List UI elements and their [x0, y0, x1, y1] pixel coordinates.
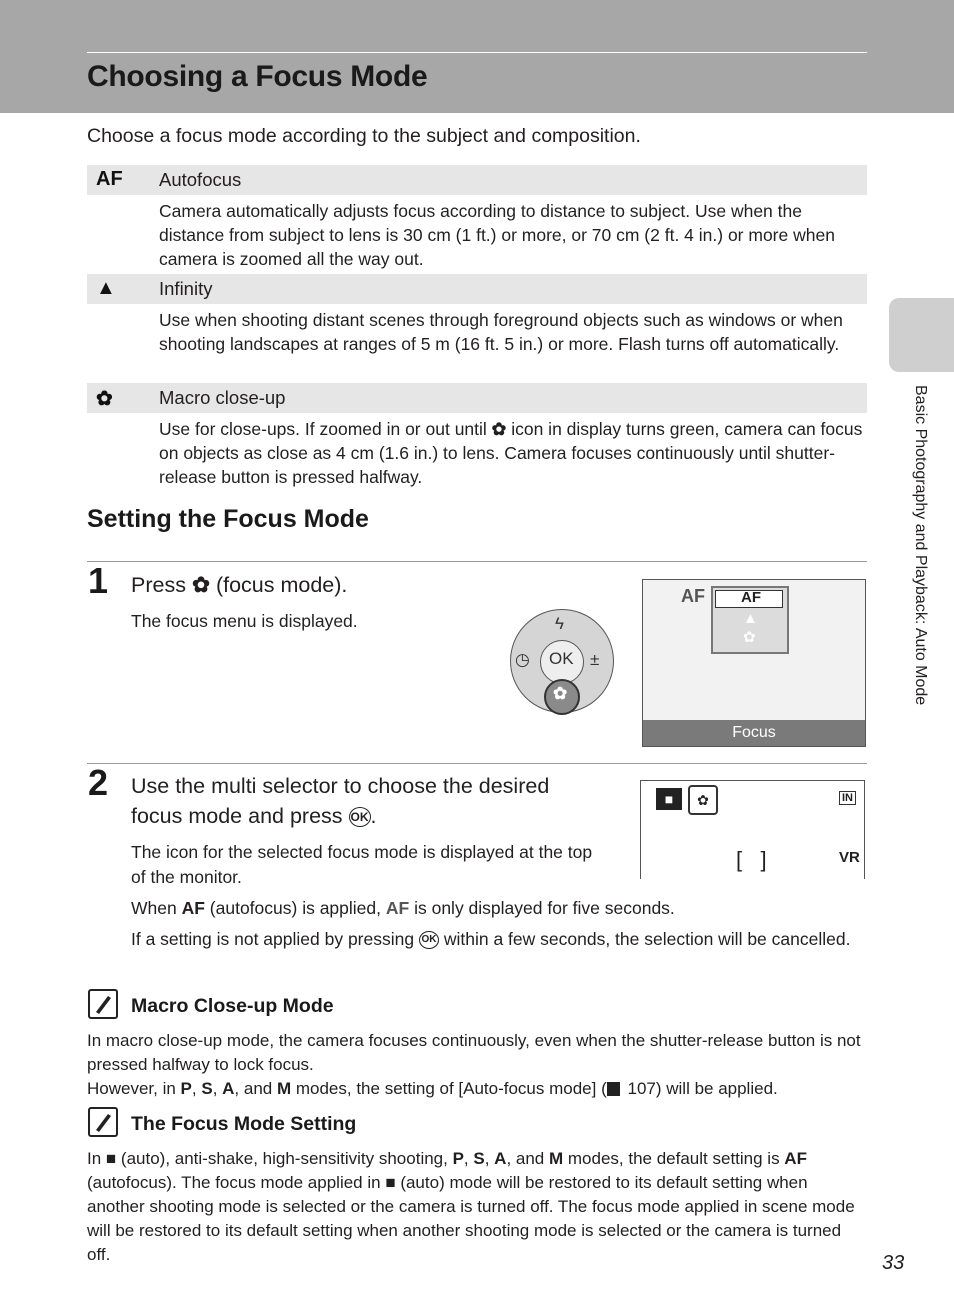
mode-label-macro: Macro close-up [159, 387, 286, 408]
header-band [0, 0, 954, 113]
step-number-1: 1 [88, 560, 109, 601]
note2-body: In ■ (auto), anti-shake, high-sensitivity shooting, P, S, A, and M modes, the default setting is AF (autofocus). The focus mode applied in ■ (auto) mode will be restored to its default setting when another shooting mode is selected or the camera is turned off. The focus mode applied in scene mode will be restored to its default setting when another shooting mode is selected or the camera is turned off. [87, 1149, 855, 1264]
step-number-2: 2 [88, 762, 109, 803]
header-rule [87, 52, 867, 53]
focus-brackets: [ ] [736, 847, 767, 872]
mode-label-autofocus: Autofocus [159, 169, 242, 190]
autofocus-icon: AF [181, 898, 205, 918]
monitor-label: Focus [732, 724, 776, 741]
step2-body1: The icon for the selected focus mode is displayed at the top of the monitor. [131, 842, 593, 887]
self-timer-icon: ◷ [515, 650, 530, 669]
step2-body2: When AF (autofocus) is applied, AF is only displayed for five seconds. [131, 898, 675, 918]
autofocus-icon: AF [741, 589, 761, 606]
mode-desc-autofocus: Camera automatically adjusts focus according to distance to subject. Use when the distance from subject to lens is 30 cm (1 ft.) or more, or 70 cm (2 ft. 4 in.) or more when camera is zoomed all the way out. [159, 201, 835, 269]
side-tab-text: Basic Photography and Playback: Auto Mode [912, 385, 929, 706]
camera-icon: ■ [656, 788, 682, 810]
autofocus-icon: AF [784, 1149, 807, 1168]
intro-text: Choose a focus mode according to the subject and composition. [87, 125, 641, 147]
monitor-label-bar [643, 720, 865, 746]
monitor-focus-menu [642, 579, 866, 747]
focus-menu [711, 586, 789, 654]
macro-flower-icon: ✿ [491, 419, 507, 439]
mode-desc-macro: Use for close-ups. If zoomed in or out until ✿ icon in display turns green, camera can focus on objects as close as 4 cm (1.6 in.) to lens. Camera focuses continuously until shutter-release button is pressed halfway. [159, 419, 863, 487]
step2-body3: If a setting is not applied by pressing OK within a few seconds, the selection will be cancelled. [131, 929, 851, 949]
section-title: Setting the Focus Mode [87, 505, 369, 533]
autofocus-icon: AF [681, 586, 705, 606]
exposure-comp-icon: ± [590, 650, 600, 669]
camera-icon: ■ [385, 1173, 396, 1192]
ok-icon: OK [419, 931, 439, 949]
side-tab [889, 298, 954, 372]
step2-title-line1: Use the multi selector to choose the desired [131, 774, 550, 798]
note1-para2: However, in P, S, A, and M modes, the setting of [Auto-focus mode] ( 107) will be applied. [87, 1079, 778, 1098]
flash-icon: ϟ [555, 614, 564, 633]
internal-memory-icon: IN [839, 791, 856, 805]
note2-title: The Focus Mode Setting [131, 1113, 357, 1135]
page-number: 33 [882, 1252, 905, 1274]
autofocus-icon: AF [385, 898, 410, 918]
macro-flower-icon: ✿ [743, 629, 756, 646]
ok-icon: OK [349, 807, 371, 827]
step1-body: The focus menu is displayed. [131, 611, 358, 631]
macro-flower-icon: ✿ [96, 388, 113, 410]
note1-para1: In macro close-up mode, the camera focuses continuously, even when the shutter-release button is not pressed halfway to lock focus. [87, 1031, 861, 1074]
note-pencil-icon [88, 989, 118, 1019]
monitor-shooting [640, 780, 865, 879]
note1-title: Macro Close-up Mode [131, 995, 334, 1017]
step2-title-line2: focus mode and press OK. [131, 804, 377, 828]
ok-label: OK [549, 649, 574, 668]
note-pencil-icon [88, 1107, 118, 1137]
page-title: Choosing a Focus Mode [87, 60, 428, 93]
vr-icon: VR [839, 849, 860, 866]
step1-rule [87, 561, 867, 562]
infinity-mountain-icon: ▲ [96, 277, 116, 299]
macro-flower-icon: ✿ [553, 684, 568, 703]
camera-icon: ■ [105, 1149, 117, 1168]
step1-title: Press ✿ (focus mode). [131, 573, 348, 597]
step2-rule [87, 763, 867, 764]
mode-desc-infinity: Use when shooting distant scenes through foreground objects such as windows or when shooting landscapes at ranges of 5 m (16 ft. 5 in.) or more. Flash turns off automatically. [159, 310, 843, 354]
autofocus-icon: AF [96, 168, 123, 190]
macro-flower-icon: ✿ [191, 573, 210, 597]
reference-icon [607, 1082, 620, 1096]
infinity-mountain-icon: ▲ [743, 610, 758, 627]
mode-label-infinity: Infinity [159, 278, 213, 299]
macro-flower-icon: ✿ [688, 785, 718, 815]
